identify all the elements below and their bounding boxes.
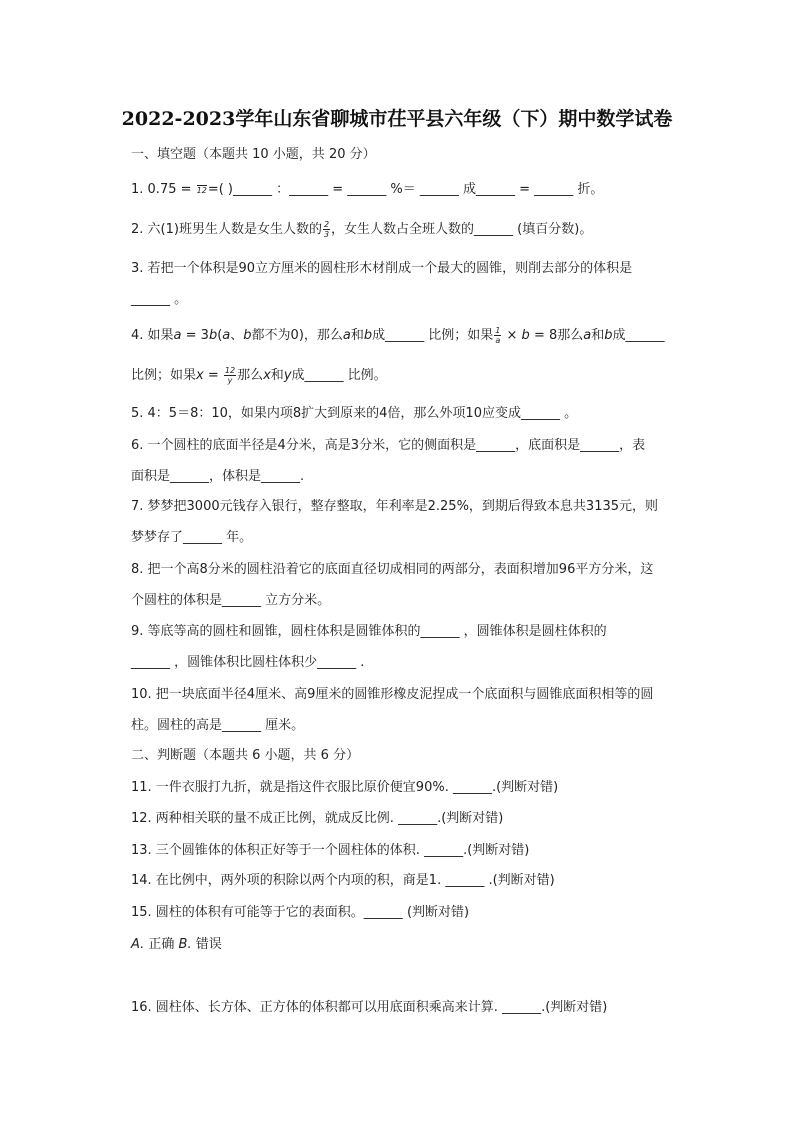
question-8-line-2: 个圆柱的体积是______ 立方分米。: [131, 593, 331, 608]
question-15-options: [131, 935, 222, 955]
option-a-label: A.: [131, 937, 145, 952]
section-true-false: 二、判断题（本题共 6 小题，共 6 分）: [131, 748, 360, 763]
q2-fraction: $\frac{2}{3}$: [323, 220, 330, 239]
question-5: 5. 4：5＝8：10，如果内项8扩大到原来的4倍，那么外项10应变成______ 。: [131, 406, 578, 421]
question-12: 12. 两种相关联的量不成正比例，就成反比例. ______.(判断对错): [131, 811, 504, 826]
question-16: 16. 圆柱体、长方体、正方体的体积都可以用底面积乘高来计算. ______.(判断对错): [131, 1000, 608, 1015]
question-6-line-1: 6. 一个圆柱的底面半径是4分米，高是3分米，它的侧面积是______，底面积是______，表: [131, 438, 646, 453]
question-2: 2. 六(1)班男生人数是女生人数的 $\frac{2}{3}$ ，女生人数占全班人数的______ (填百分数)。: [131, 220, 593, 239]
question-9-line-1: 9. 等底等高的圆柱和圆锥，圆柱体积是圆锥体积的______ ，圆锥体积是圆柱体积的: [131, 624, 607, 639]
section-fill-in: 一、填空题（本题共 10 小题，共 20 分）: [131, 147, 376, 162]
question-3-line-2: ______ 。: [131, 292, 188, 307]
option-a-text: 正确: [144, 937, 179, 952]
question-10-line-1: 10. 把一块底面半径4厘米、高9厘米的圆锥形橡皮泥捏成一个底面积与圆锥底面积相等的圆: [131, 687, 654, 702]
option-b-label: B.: [178, 937, 192, 952]
q1-text-b: =( )______ ：______ = ______ %＝ ______ 成______ = ______ 折。: [207, 182, 604, 197]
question-1: [131, 180, 603, 200]
q1-text-a: 1. 0.75 =: [131, 182, 196, 197]
question-13: 13. 三个圆锥体的体积正好等于一个圆柱体的体积. ______.(判断对错): [131, 843, 530, 858]
question-7-line-1: 7. 梦梦把3000元钱存入银行，整存整取，年利率是2.25%，到期后得致本息共3135元，则: [131, 499, 659, 514]
option-b-text: 错误: [191, 937, 222, 952]
q4-fraction: $\frac{1}{a}$: [495, 326, 501, 345]
question-14: 14. 在比例中，两外项的积除以两个内项的积，商是1. ______ .(判断对错): [131, 873, 555, 888]
question-7-line-2: 梦梦存了______ 年。: [131, 530, 253, 545]
question-10-line-2: 柱。圆柱的高是______ 厘米。: [131, 718, 305, 733]
question-6-line-2: 面积是______，体积是______.: [131, 469, 305, 484]
q1-fraction: 12: [196, 185, 207, 195]
question-9-line-2: ______ ，圆锥体积比圆柱体积少______ .: [131, 655, 365, 670]
question-8-line-1: 8. 把一个高8分米的圆柱沿着它的底面直径切成相同的两部分，表面积增加96平方分米，这: [131, 562, 654, 577]
question-15: 15. 圆柱的体积有可能等于它的表面积。______ (判断对错): [131, 905, 470, 920]
question-4-line-2: 比例；如果x = $\frac{12}{y}$ 那么x和y成______ 比例。: [131, 366, 387, 385]
q4-fraction-2: $\frac{12}{y}$: [224, 366, 236, 385]
page-title: 2022-2023学年山东省聊城市茌平县六年级（下）期中数学试卷: [121, 108, 673, 130]
question-3-line-1: 3. 若把一个体积是90立方厘米的圆柱形木材削成一个最大的圆锥，则削去部分的体积是: [131, 261, 633, 276]
question-11: 11. 一件衣服打九折，就是指这件衣服比原价便宜90%. ______.(判断对错): [131, 780, 559, 795]
question-4-line-1: 4. 如果a = 3b(a、b都不为0)，那么a和b成______ 比例；如果 $\frac{1}{a}$ × b = 8那么a和b成______: [131, 326, 665, 345]
